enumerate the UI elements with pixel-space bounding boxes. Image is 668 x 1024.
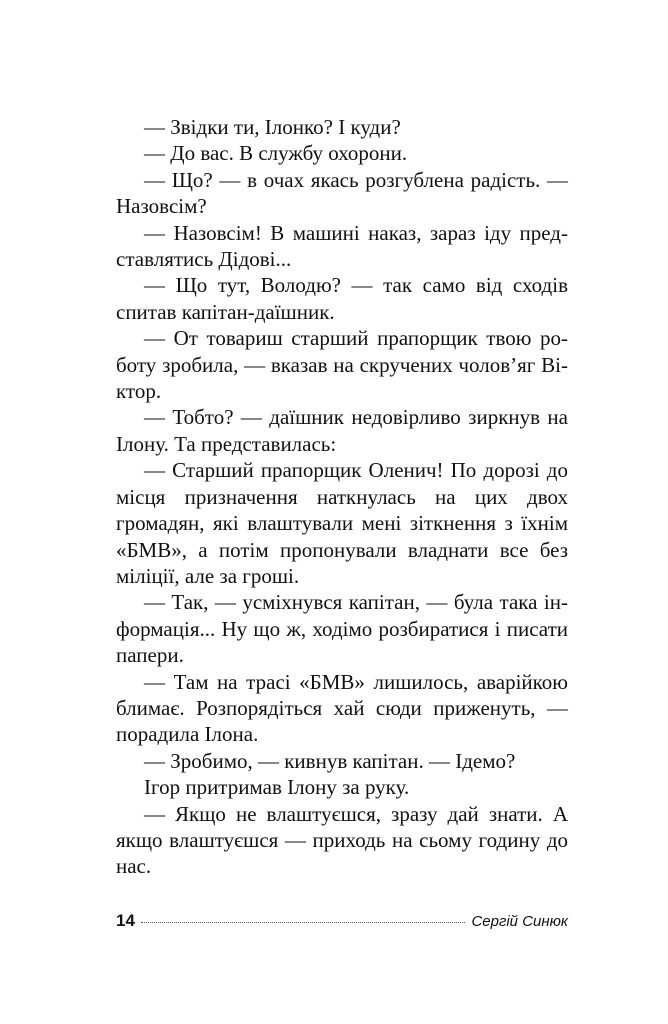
paragraph: — Звідки ти, Ілонко? І куди?: [144, 115, 401, 139]
paragraph: — Що тут, Володю? — так само від сходів спитав капітан-даїшник.: [116, 273, 568, 324]
paragraph: — До вас. В службу охорони.: [144, 141, 408, 166]
paragraph: Ігор притримав Ілону за руку.: [144, 775, 410, 800]
paragraph: — От товариш старший прапорщик твою роботу зробила, — вказав на скручених чолов’яг Віктор.: [116, 326, 568, 404]
dotted-leader: [141, 922, 466, 923]
paragraph: — Зробимо, — кивнув капітан. — Ідемо?: [144, 748, 516, 773]
paragraph: — Там на трасі «БМВ» лишилось, аварійкою блимає. Розпорядіться хай сюди приженуть, — порадила Ілона.: [116, 669, 568, 747]
page-number: 14: [116, 911, 135, 930]
paragraph: — Якщо не влаштуєшся, зразу дай знати. А якщо влаштуєшся — приходь на сьому годину до нас.: [116, 801, 568, 879]
paragraph: — Назовсім! В машині наказ, зараз іду представлятись Дідові...: [116, 220, 568, 272]
paragraph: — Що? — в очах якась розгублена радість. — Назовсім?: [116, 167, 568, 219]
author-name: Сергій Синюк: [471, 913, 568, 930]
paragraph: — Старший прапорщик Оленич! По дорозі до місця призначення наткнулась на цих двох громадян, які влаштували мені зіткнення з їхнім «БМВ», а потім пропонували владнати все без міліції, але за гроші.: [116, 458, 568, 588]
page-footer: [116, 911, 568, 937]
page-body: [116, 114, 568, 880]
paragraph: — Так, — усміхнувся капітан, — була така інформація... Ну що ж, ходімо розбиратися і писати папери.: [116, 590, 568, 668]
paragraph: — Тобто? — даїшник недовірливо зиркнув на Ілону. Та представилась:: [116, 405, 568, 456]
